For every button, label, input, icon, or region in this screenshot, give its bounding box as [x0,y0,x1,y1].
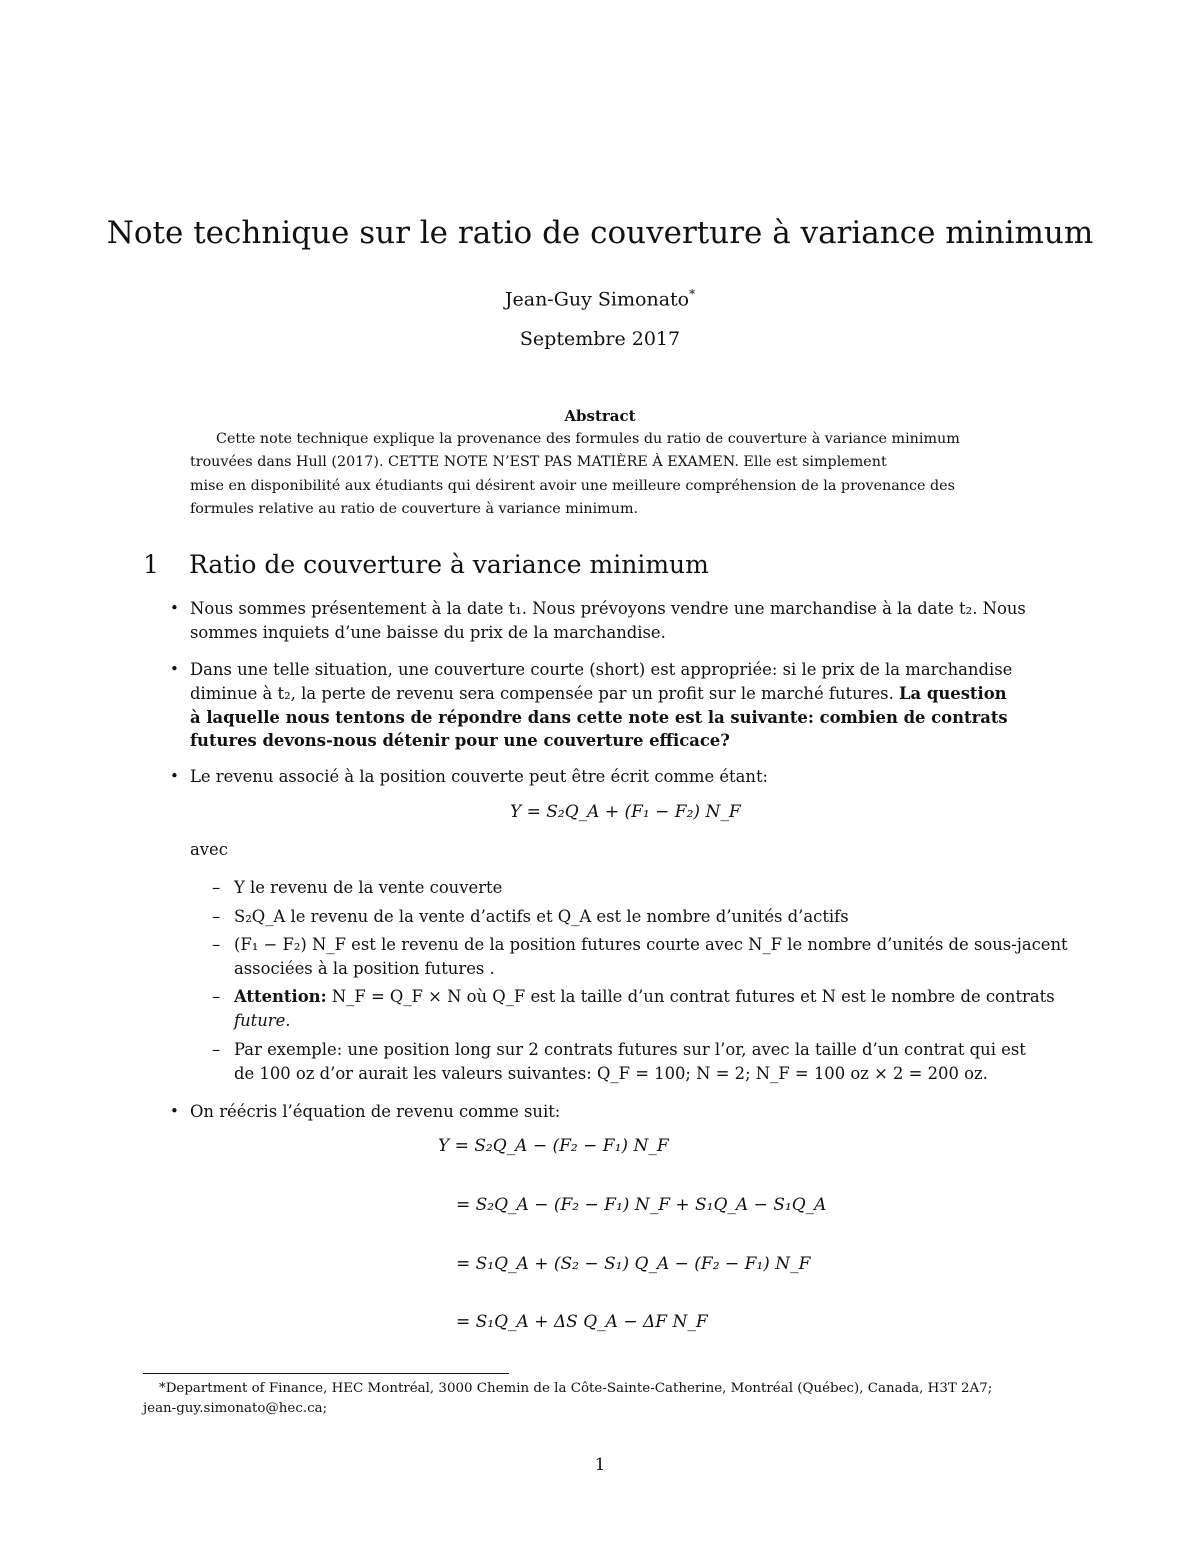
example-line-2: de 100 oz d’or aurait les valeurs suivantes: Q_F = 100; N = 2; N_F = 100 oz × 2 = 200 oz. [234,1064,988,1083]
equation-step-3: = S₁Q_A + (S₂ − S₁) Q_A − (F₂ − F₁) N_F [456,1254,811,1274]
abstract-line: trouvées dans Hull (2017). CETTE NOTE N’EST PAS MATIÈRE À EXAMEN. Elle est simplement [190,454,887,471]
bullet-1-line-2: sommes inquiets d’une baisse du prix de la marchandise. [190,623,666,642]
attention-label: Attention: [234,987,327,1006]
section-number: 1 [143,550,159,579]
definition-2: S₂Q_A le revenu de la vente d’actifs et Q_A est le nombre d’unités d’actifs [234,907,849,926]
dash-marker: – [212,935,221,954]
avec-text: avec [190,840,228,859]
definition-4-line-1 [234,985,1055,1009]
bullet-1-line-1: Nous sommes présentement à la date t₁. Nous prévoyons vendre une marchandise à la date t₂. Nous [190,599,1026,618]
equation-step-1: Y = S₂Q_A − (F₂ − F₁) N_F [438,1136,669,1156]
footnote-line-1: *Department of Finance, HEC Montréal, 3000 Chemin de la Côte-Sainte-Catherine, Montréal (Québec), Canada, H3T 2A7; [159,1381,993,1396]
definition-1: Y le revenu de la vente couverte [234,878,503,897]
equation-step-2: = S₂Q_A − (F₂ − F₁) N_F + S₁Q_A − S₁Q_A [456,1195,827,1215]
dash-marker: – [212,907,221,926]
dash-marker: – [212,878,221,897]
bullet-4-line-1: On réécris l’équation de revenu comme suit: [190,1102,561,1121]
example-line-1: Par exemple: une position long sur 2 contrats futures sur l’or, avec la taille d’un contrat qui est [234,1040,1026,1059]
definition-3-line-1: (F₁ − F₂) N_F est le revenu de la position futures courte avec N_F le nombre d’unités de sous-jacent [234,935,1068,954]
bullet-marker: • [170,660,179,678]
abstract-line: mise en disponibilité aux étudiants qui désirent avoir une meilleure compréhension de la provenance des [190,477,955,494]
section-title: Ratio de couverture à variance minimum [189,550,709,579]
abstract-heading: Abstract [564,407,636,425]
footnote-rule [143,1373,509,1374]
paper-date: Septembre 2017 [519,328,681,350]
bullet-marker: • [170,599,179,617]
bullet-2-question-line-3: à laquelle nous tentons de répondre dans cette note est la suivante: combien de contrats [190,708,1008,727]
page-number: 1 [594,1455,606,1475]
bullet-3-line-1: Le revenu associé à la position couverte peut être écrit comme étant: [190,767,769,786]
abstract-line: Cette note technique explique la provenance des formules du ratio de couverture à variance minimum [216,431,960,447]
bullet-marker: • [170,1102,179,1120]
bullet-2-question-line-4: futures devons-nous détenir pour une couverture efficace? [190,731,730,750]
equation-step-4: = S₁Q_A + ΔS Q_A − ΔF N_F [456,1312,708,1332]
author-name-text: Jean-Guy Simonato [504,288,690,311]
author-footnote-mark: * [689,287,696,301]
dash-marker: – [212,1040,221,1059]
bullet-marker: • [170,767,179,785]
abstract-body [190,428,1010,521]
bullet-2-question-start: La question [899,684,1007,703]
bullet-2-line-1: Dans une telle situation, une couverture courte (short) est appropriée: si le prix de la marchandise [190,660,1013,679]
section-heading [143,548,709,582]
paper-title: Note technique sur le ratio de couverture à variance minimum [106,215,1094,251]
attention-text: N_F = Q_F × N où Q_F est la taille d’un contrat futures et N est le nombre de contrats [331,987,1055,1006]
author-name [0,281,1200,312]
dash-marker: – [212,987,221,1006]
bullet-2-plain-text: diminue à t₂, la perte de revenu sera compensée par un profit sur le marché futures. [190,684,894,703]
bullet-2-line-2 [190,682,1007,706]
definition-4-line-2: future. [234,1011,291,1030]
abstract-line: formules relative au ratio de couverture à variance minimum. [190,500,639,517]
footnote-line-2: jean-guy.simonato@hec.ca; [143,1401,328,1416]
definition-3-line-2: associées à la position futures . [234,959,495,978]
equation-revenue: Y = S₂Q_A + (F₁ − F₂) N_F [510,802,741,822]
